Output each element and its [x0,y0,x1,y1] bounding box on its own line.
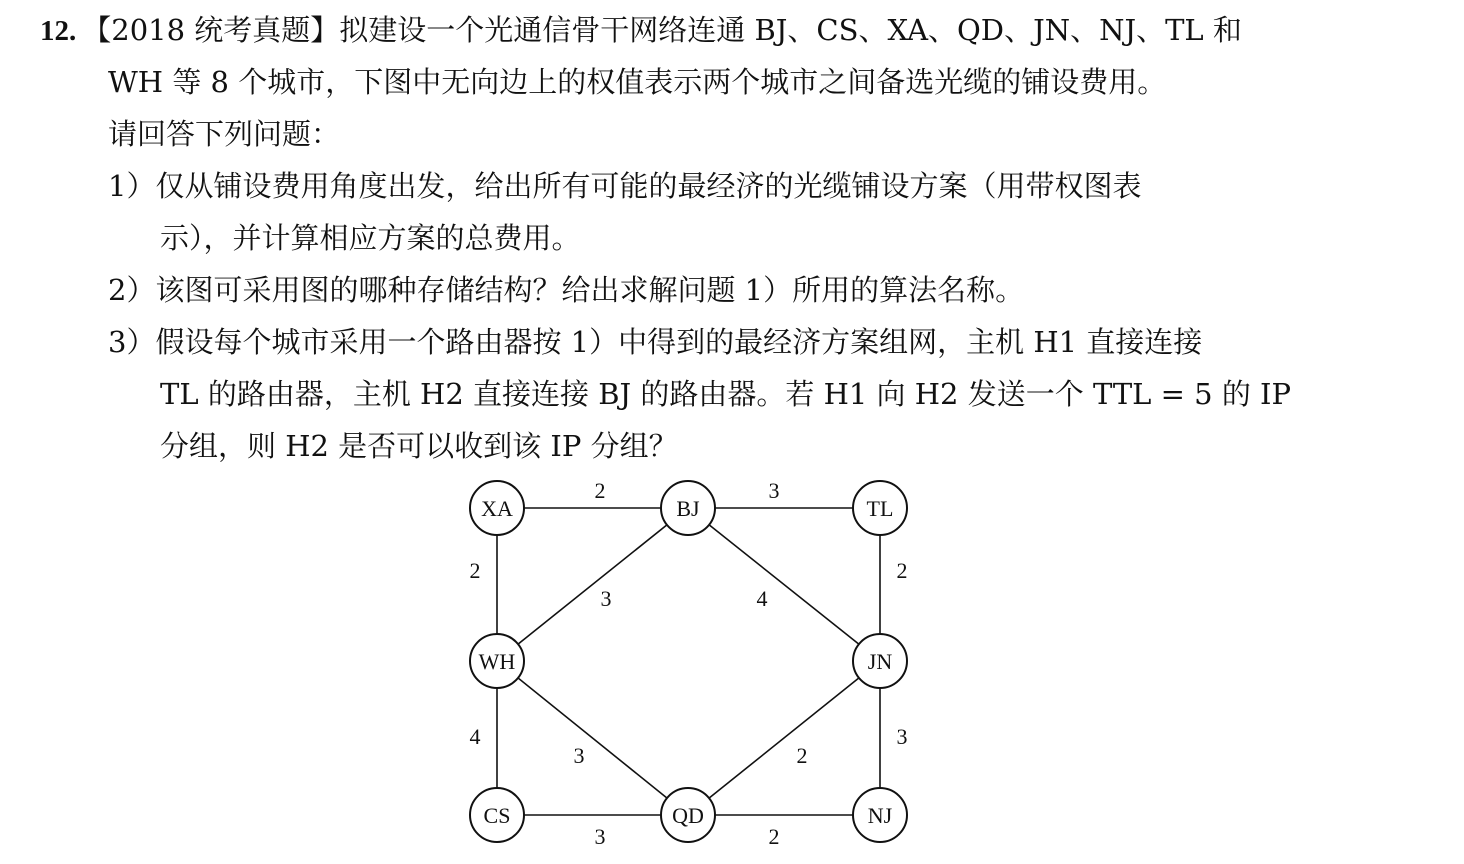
node-label: NJ [867,803,893,828]
sub-question-1: 1）仅从铺设费用角度出发，给出所有可能的最经济的光缆铺设方案（用带权图表 [108,169,1142,203]
edge-weight-jn-nj: 3 [896,724,908,749]
network-graph-svg [440,470,940,860]
node-jn [853,634,907,688]
sub-question-2: 2）该图可采用图的哪种存储结构？给出求解问题 1）所用的算法名称。 [108,273,1025,307]
question-text-line: 【2018 统考真题】拟建设一个光通信骨干网络连通 BJ、CS、XA、QD、JN、NJ、TL 和 [82,13,1242,47]
edge-weight-bj-jn: 4 [756,586,768,611]
edge-wh-qd [497,661,688,815]
node-label: BJ [676,496,700,521]
question-prompt: 请回答下列问题： [108,117,341,151]
question-line-2: WH 等 8 个城市，下图中无向边上的权值表示两个城市之间备选光缆的铺设费用。 [108,65,1167,99]
edge-weight-cs-qd: 3 [594,824,606,849]
sub-question-3: 3）假设每个城市采用一个路由器按 1）中得到的最经济方案组网，主机 H1 直接连接 [108,325,1203,359]
node-bj [661,481,715,535]
question-number: 12. [40,15,77,47]
edge-weight-bj-tl: 3 [768,478,780,503]
node-label: JN [867,649,893,674]
node-label: QD [672,803,704,828]
edges-layer [497,508,880,815]
nodes-layer [470,481,907,842]
edge-weight-jn-qd: 2 [796,743,808,768]
node-cs [470,788,524,842]
node-qd [661,788,715,842]
sub-question-1-cont: 示），并计算相应方案的总费用。 [160,221,581,255]
node-xa [470,481,524,535]
edge-weight-xa-bj: 2 [594,478,606,503]
node-label: WH [478,649,516,674]
network-graph [440,470,940,860]
edge-jn-qd [688,661,880,815]
node-label: CS [483,803,511,828]
edge-weight-tl-jn: 2 [896,558,908,583]
node-wh [470,634,524,688]
node-nj [853,788,907,842]
edge-bj-jn [688,508,880,661]
edge-weight-bj-wh: 3 [600,586,612,611]
node-tl [853,481,907,535]
sub-question-3-end: 分组，则 H2 是否可以收到该 IP 分组？ [160,429,678,463]
edge-weight-wh-qd: 3 [573,743,585,768]
question-line-1 [40,4,1242,57]
sub-question-3-cont: TL 的路由器，主机 H2 直接连接 BJ 的路由器。若 H1 向 H2 发送一个 TTL = 5 的 IP [160,377,1292,411]
node-label: XA [481,496,513,521]
edge-weight-wh-cs: 4 [469,724,481,749]
edge-weight-xa-wh: 2 [469,558,481,583]
edge-bj-wh [497,508,688,661]
edge-weight-qd-nj: 2 [768,824,780,849]
node-label: TL [866,496,894,521]
